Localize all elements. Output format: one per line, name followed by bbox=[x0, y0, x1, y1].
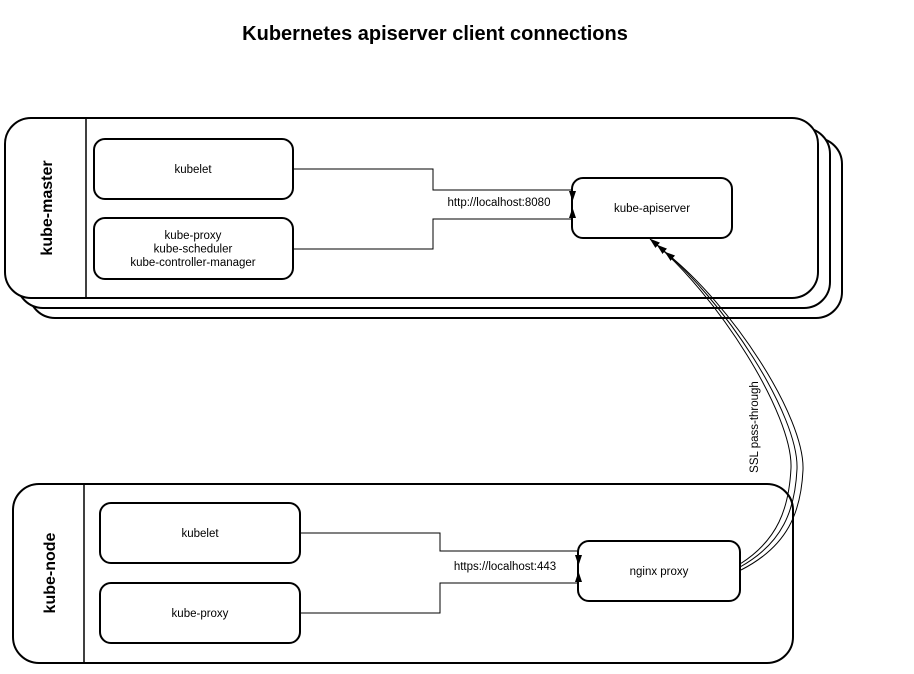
node-kube-proxy-label: kube-proxy bbox=[171, 608, 229, 620]
nginx-proxy-label: nginx proxy bbox=[629, 566, 689, 578]
master-kubelet-label: kubelet bbox=[174, 164, 212, 176]
kube-apiserver-label: kube-apiserver bbox=[613, 203, 691, 215]
diagram-title: Kubernetes apiserver client connections bbox=[242, 23, 628, 45]
master-control-plane-line-3: kube-controller-manager bbox=[130, 257, 256, 269]
master-control-plane-line-2: kube-scheduler bbox=[153, 243, 233, 256]
master-control-plane-line-1: kube-proxy bbox=[164, 230, 222, 242]
master-connection-label: http://localhost:8080 bbox=[447, 197, 551, 209]
kube-master-cluster bbox=[5, 118, 842, 318]
ssl-passthrough-label: SSL pass-through bbox=[749, 381, 761, 473]
kube-node-cluster bbox=[13, 484, 793, 663]
node-connection-label: https://localhost:443 bbox=[453, 561, 557, 573]
kube-master-label: kube-master bbox=[39, 160, 56, 256]
kube-node-label: kube-node bbox=[42, 532, 59, 614]
node-kubelet-label: kubelet bbox=[181, 528, 219, 540]
